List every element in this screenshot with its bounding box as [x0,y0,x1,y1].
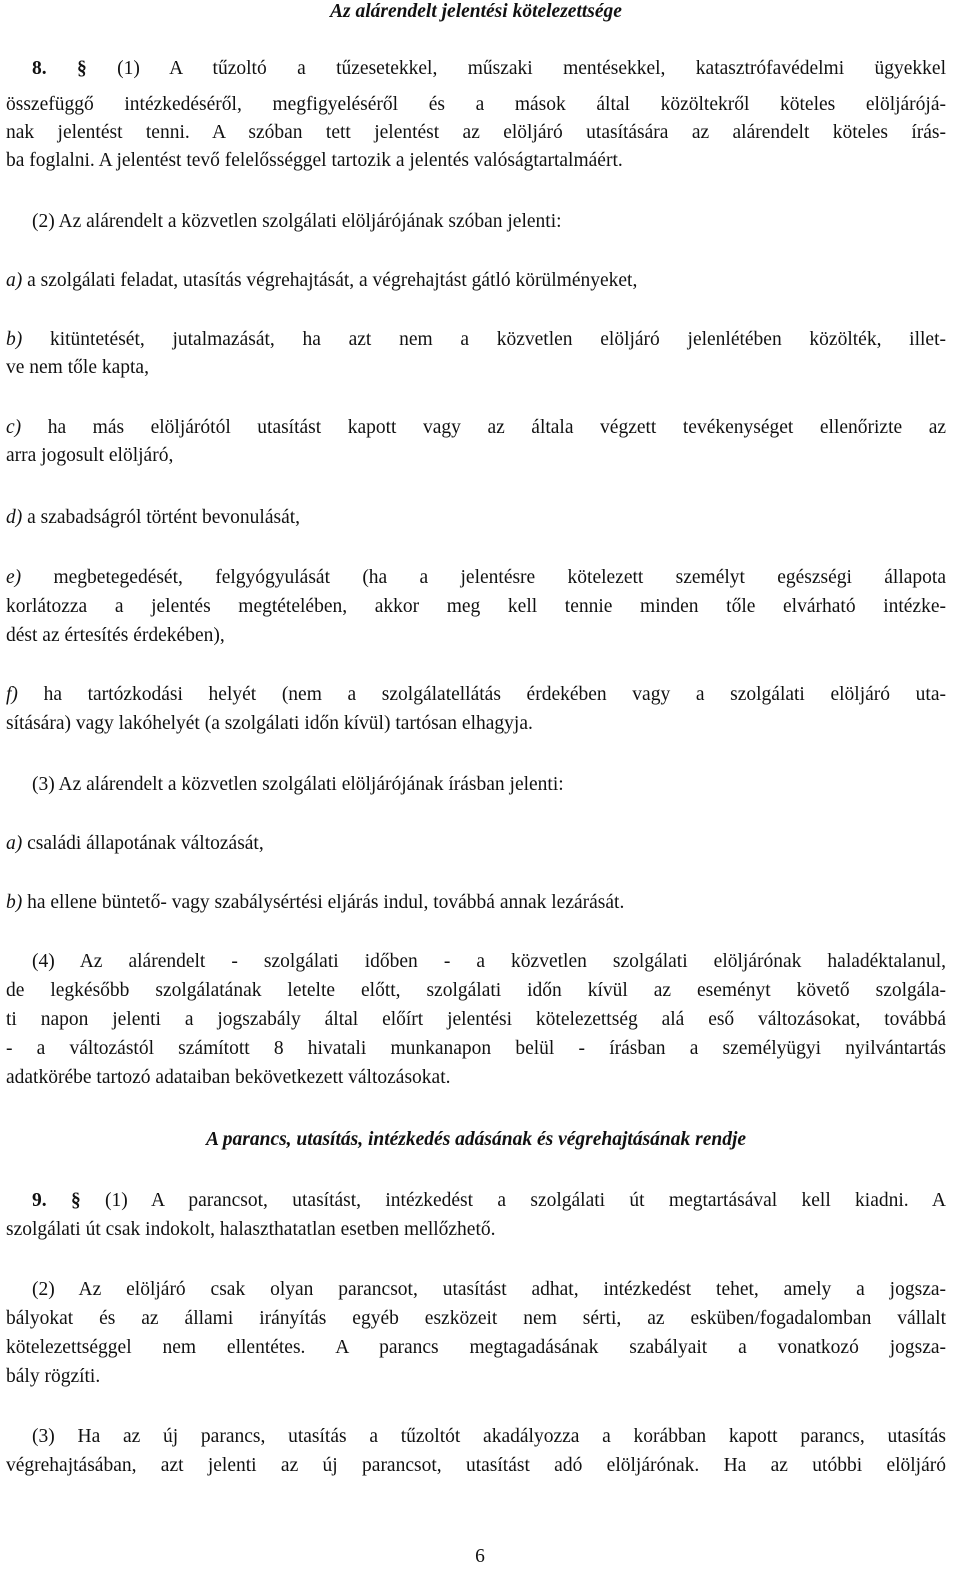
list-item [6,325,946,355]
list-item [6,266,946,296]
paragraph-line: (4) Az alárendelt - szolgálati időben - a közvetlen szolgálati elöljárónak haladéktalanul, [32,951,946,972]
section-heading: Az alárendelt jelentési kötelezettsége [330,1,622,22]
item-label: a) [6,270,23,291]
list-item [6,563,946,593]
item-text: a szolgálati feladat, utasítás végrehajtását, a végrehajtást gátló körülményeket, [27,270,638,291]
paragraph-text: (1) A tűzoltó a tűzesetekkel, műszaki mentésekkel, katasztrófavédelmi ügyekkel [117,58,946,79]
paragraph-line [32,1186,946,1216]
section-number: 9. [32,1190,47,1211]
item-label: b) [6,892,23,913]
section-number: 8. [32,58,47,79]
paragraph-line: - a változástól számított 8 hivatali munkanapon belül - írásban a személyügyi nyilvántartás [6,1038,946,1059]
item-text: a szabadságról történt bevonulását, [27,507,301,528]
item-text: családi állapotának változását, [27,833,264,854]
paragraph-line: (2) Az elöljáró csak olyan parancsot, utasítást adhat, intézkedést tehet, amely a jogsza- [32,1279,946,1300]
paragraph-line: bályokat és az állami irányítás egyéb eszközeit nem sérti, az esküben/fogadalomban vállalt [6,1308,946,1329]
item-text: ha tartózkodási helyét (nem a szolgálatellátás érdekében vagy a szolgálati elöljáró uta- [43,684,946,705]
item-text: megbetegedését, felgyógyulását (ha a jelentésre kötelezett személyt egészségi állapota [53,567,946,588]
paragraph-line: ve nem tőle kapta, [6,357,149,378]
paragraph-line [32,54,946,84]
paragraph-line: dést az értesítés érdekében), [6,625,225,646]
paragraph-line: kötelezettséggel nem ellentétes. A parancs megtagadásának szabályait a vonatkozó jogsza- [6,1337,946,1358]
paragraph-line: de legkésőbb szolgálatának letelte előtt, szolgálati időn kívül az eseményt követő szolgála- [6,980,946,1001]
paragraph-line: sítására) vagy lakóhelyét (a szolgálati időn kívül) tartósan elhagyja. [6,713,533,734]
list-item [6,413,946,443]
paragraph-line: szolgálati út csak indokolt, halaszthatatlan esetben mellőzhető. [6,1219,496,1240]
paragraph-line: nak jelentést tenni. A szóban tett jelentést az elöljáró utasítására az alárendelt köteles írás- [6,122,946,143]
section-sign: § [77,58,87,79]
item-label: c) [6,417,22,438]
paragraph-line: összefüggő intézkedéséről, megfigyeléséről és a mások által közöltekről köteles elöljárójá- [6,94,946,115]
paragraph-line: arra jogosult elöljáró, [6,445,174,466]
item-label: d) [6,507,23,528]
list-item [6,888,946,918]
paragraph-line: (2) Az alárendelt a közvetlen szolgálati elöljárójának szóban jelenti: [32,211,562,232]
paragraph-line: végrehajtásában, azt jelenti az új parancsot, utasítást adó elöljárónak. Ha az utóbbi elöljáró [6,1455,946,1476]
list-item [6,829,946,859]
section-heading: A parancs, utasítás, intézkedés adásának és végrehajtásának rendje [205,1129,747,1150]
paragraph-line: korlátozza a jelentés megtételében, akkor meg kell tennie minden tőle elvárható intézke- [6,596,946,617]
paragraph-line: (3) Ha az új parancs, utasítás a tűzoltót akadályozza a korábban kapott parancs, utasítás [32,1426,946,1447]
paragraph-line: ti napon jelenti a jogszabály által előírt jelentési kötelezettség alá eső változásokat, továbbá [6,1009,946,1030]
item-text: kitüntetését, jutalmazását, ha azt nem a közvetlen elöljáró jelenlétében közölték, illet- [49,329,946,350]
item-label: f) [6,684,18,705]
section-sign: § [70,1190,81,1211]
paragraph-line: bály rögzíti. [6,1366,101,1387]
page-number: 6 [475,1546,485,1567]
paragraph-line: ba foglalni. A jelentést tevő felelősséggel tartozik a jelentés valóságtartalmáért. [6,150,623,171]
item-text: ha más elöljárótól utasítást kapott vagy az általa végzett tevékenységet ellenőrizte az [47,417,946,438]
list-item [6,680,946,710]
item-text: ha ellene büntető- vagy szabálysértési eljárás indul, továbbá annak lezárását. [27,892,625,913]
item-label: b) [6,329,23,350]
list-item [6,503,946,533]
paragraph-text: (1) A parancsot, utasítást, intézkedést a szolgálati út megtartásával kell kiadni. A [105,1190,946,1211]
paragraph-line: (3) Az alárendelt a közvetlen szolgálati elöljárójának írásban jelenti: [32,774,564,795]
item-label: e) [6,567,22,588]
item-label: a) [6,833,23,854]
paragraph-line: adatkörébe tartozó adataiban bekövetkezett változásokat. [6,1067,451,1088]
